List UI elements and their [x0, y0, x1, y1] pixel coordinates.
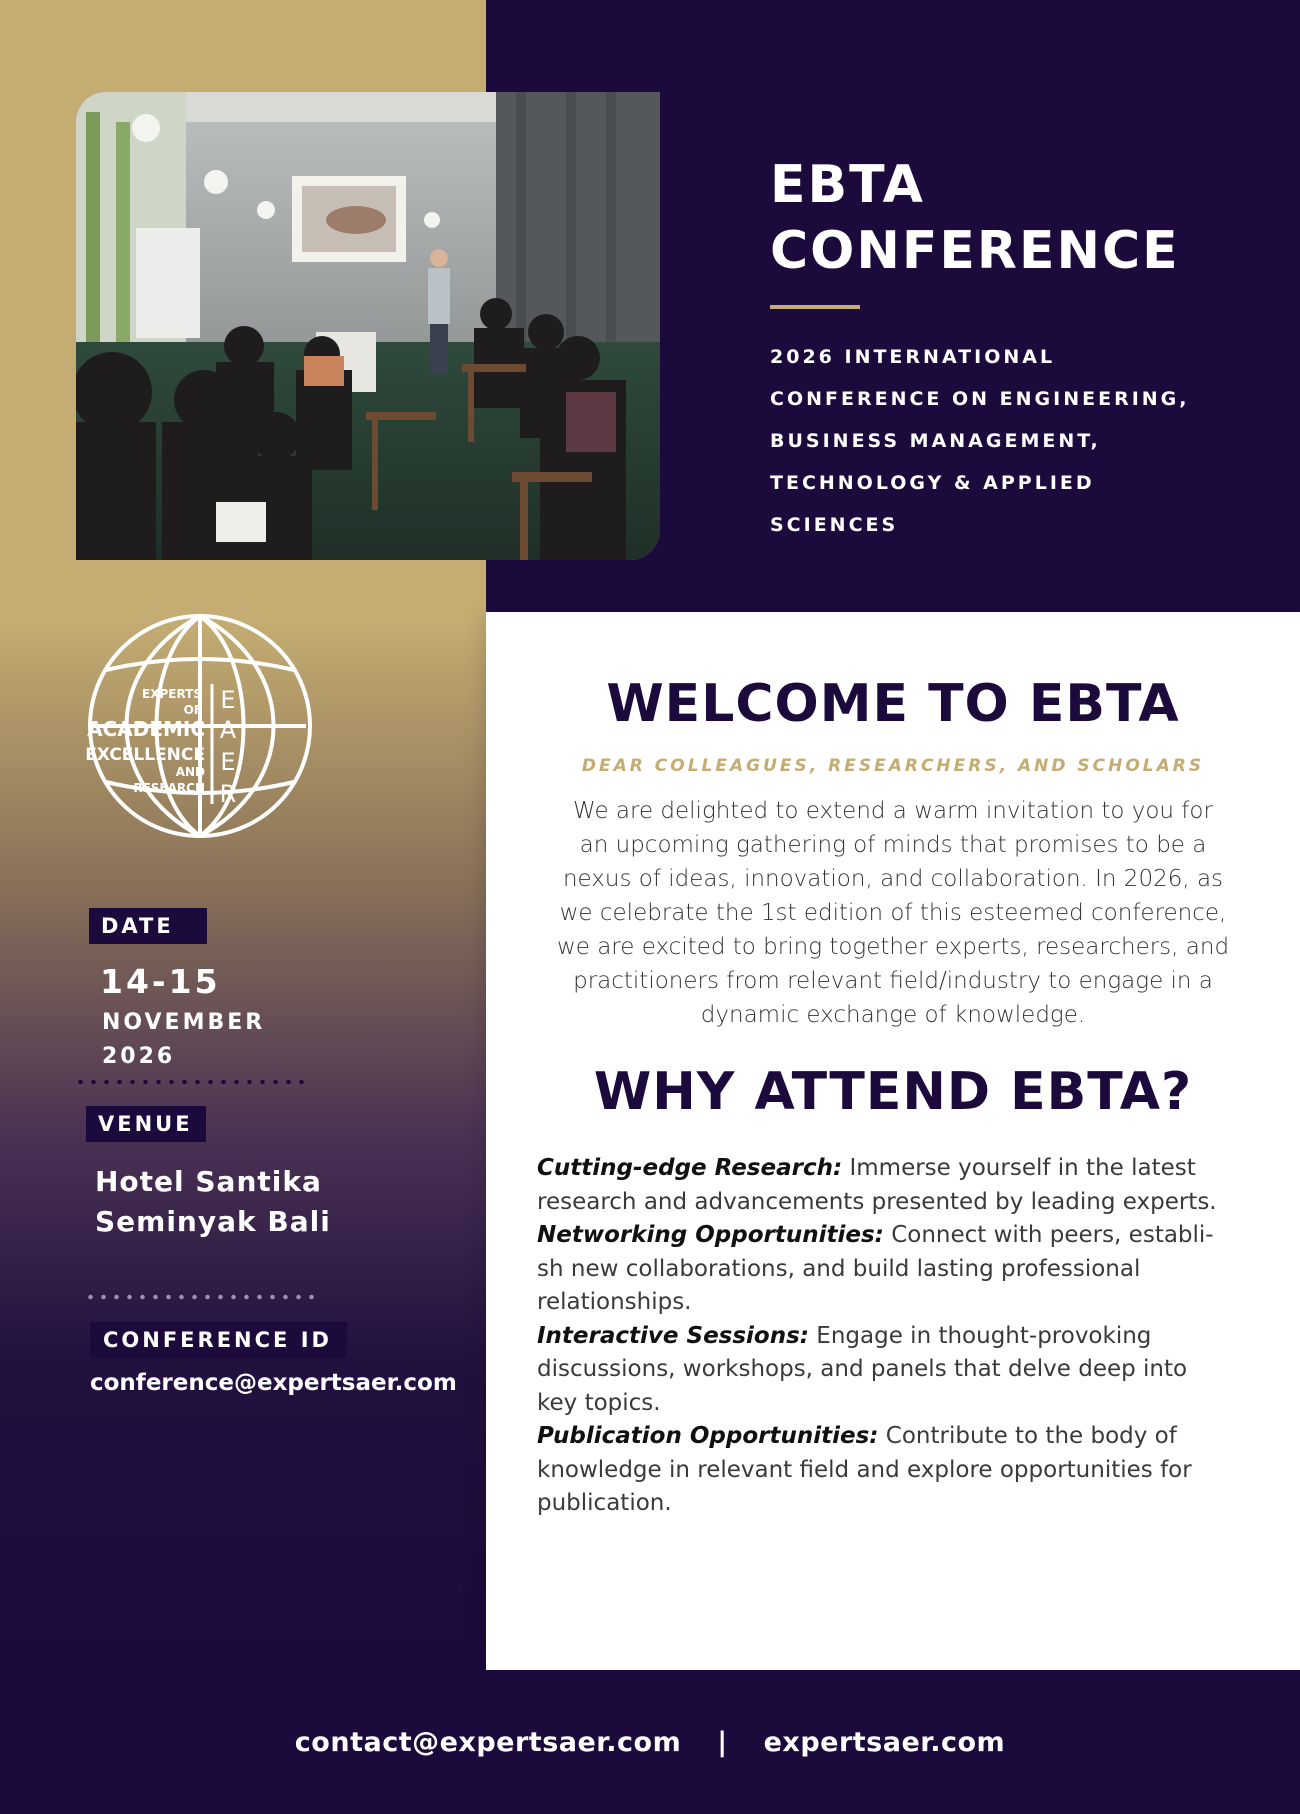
reasons-list [537, 1152, 1223, 1521]
venue-label: VENUE [86, 1106, 206, 1142]
dotted-divider [74, 1079, 306, 1085]
title-line-2: CONFERENCE [770, 221, 1180, 281]
subtitle-line: CONFERENCE ON ENGINEERING, [770, 388, 1190, 410]
reason-item [537, 1420, 1223, 1521]
classroom-photo-illustration [76, 92, 660, 560]
reason-item [537, 1152, 1223, 1219]
conference-photo [76, 92, 660, 560]
conference-id-label: CONFERENCE ID [90, 1322, 347, 1358]
conference-title [770, 152, 1180, 284]
body-line: we celebrate the 1st edition of this esteemed conference, [559, 900, 1227, 926]
why-attend-heading: WHY ATTEND EBTA? [593, 1062, 1193, 1122]
venue-name [95, 1162, 331, 1242]
body-line: nexus of ideas, innovation, and collaboration. In 2026, as [562, 866, 1224, 892]
body-line: We are delighted to extend a warm invitation to you for [573, 798, 1213, 824]
body-line: dynamic exchange of knowledge. [700, 1002, 1086, 1028]
subtitle-line: 2026 INTERNATIONAL [770, 346, 1056, 368]
logo-text-excellence: EXCELLENCE [85, 745, 205, 765]
reason-text: Engage in thought-provoking discussions, workshops, and panels that delve deep into key topics. [537, 1322, 1188, 1416]
date-month-year [102, 1006, 265, 1074]
welcome-subheading: DEAR COLLEAGUES, RESEARCHERS, AND SCHOLARS [581, 756, 1205, 776]
eaer-logo [72, 608, 322, 844]
footer-email-link[interactable]: contact@expertsaer.com [294, 1726, 682, 1758]
reason-text: Contribute to the body of knowledge in relevant field and explore opportunities for publication. [537, 1423, 1192, 1516]
body-line: we are excited to bring together experts, researchers, and [556, 934, 1230, 960]
reason-title: Networking Opportunities: [537, 1222, 884, 1248]
logo-text-of: OF [183, 703, 202, 717]
title-divider [770, 305, 860, 309]
logo-letter: E [220, 686, 236, 714]
title-line-1: EBTA [770, 155, 925, 215]
reason-title: Publication Opportunities: [537, 1423, 879, 1449]
date-year: 2026 [102, 1044, 176, 1069]
logo-text-experts: EXPERTS [142, 687, 202, 701]
reason-item [537, 1320, 1223, 1421]
reason-title: Cutting-edge Research: [537, 1155, 843, 1181]
logo-text-academic: ACADEMIC [87, 717, 205, 741]
date-month: NOVEMBER [102, 1010, 266, 1035]
welcome-body [532, 794, 1254, 1032]
logo-letter: E [220, 748, 236, 776]
date-label: DATE [89, 908, 207, 944]
reason-text: Immerse yourself in the latest research and advancements presented by leading experts. [537, 1155, 1217, 1215]
subtitle-line: BUSINESS MANAGEMENT, [770, 430, 1101, 452]
footer-website-link[interactable]: expertsaer.com [763, 1726, 1006, 1758]
reason-title: Interactive Sessions: [537, 1322, 809, 1349]
reason-text: Connect with peers, establi-sh new collaborations, and build lasting professional relationships. [537, 1222, 1214, 1315]
footer-bar [0, 1670, 1300, 1814]
subtitle-line: TECHNOLOGY & APPLIED [770, 472, 1095, 494]
logo-text-research: RESEARCH [133, 781, 205, 795]
conference-email: conference@expertsaer.com [90, 1370, 457, 1396]
reason-item [537, 1219, 1223, 1320]
conference-subtitle [770, 336, 1240, 546]
venue-line: Seminyak Bali [95, 1205, 331, 1238]
date-day: 14-15 [100, 962, 221, 1001]
footer-separator: | [717, 1726, 728, 1758]
dotted-divider [84, 1294, 316, 1300]
body-line: an upcoming gathering of minds that promises to be a [579, 832, 1207, 858]
welcome-heading: WELCOME TO EBTA [606, 674, 1180, 734]
logo-text-and: AND [175, 765, 205, 779]
logo-letter: R [219, 780, 237, 808]
subtitle-line: SCIENCES [770, 514, 899, 536]
venue-line: Hotel Santika [95, 1165, 322, 1198]
globe-icon [72, 608, 322, 844]
body-line: practitioners from relevant field/industry to engage in a [573, 968, 1213, 994]
logo-letter: A [219, 716, 237, 744]
